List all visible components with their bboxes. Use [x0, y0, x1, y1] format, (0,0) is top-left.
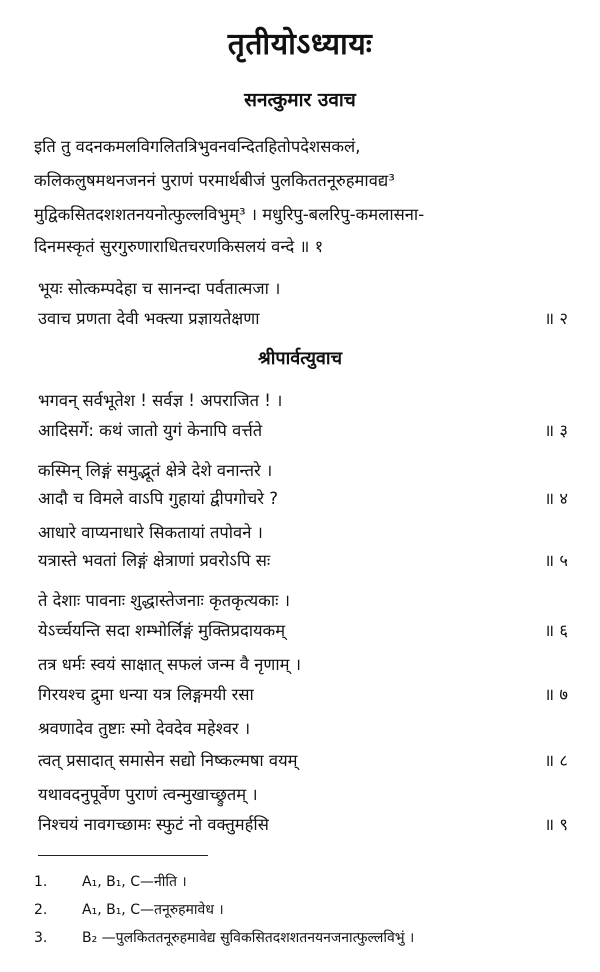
prose-line: दिनमस्कृतं सुरगुरुणाराधितचरणकिसलयं वन्दे ॥ १ — [34, 237, 324, 256]
verse-text: यत्रास्ते भवतां लिङ्गं क्षेत्राणां प्रवरोऽपि सः — [38, 551, 271, 570]
speaker-heading-sanatkumara: सनत्कुमार उवाच — [244, 89, 356, 111]
verse-line — [38, 458, 568, 481]
verse-line — [38, 306, 568, 329]
verse-number: ॥ ४ — [544, 489, 568, 508]
verse-line — [38, 782, 568, 805]
footnote-text: A₁, B₁, C—तनूरुहमावेध । — [82, 902, 224, 918]
verse-text: आदिसर्गे: कथं जातो युगं केनापि वर्त्तते — [38, 421, 263, 440]
verse-number: ॥ ७ — [544, 685, 568, 704]
footnote — [34, 900, 594, 919]
verse-text: यथावदनुपूर्वेण पुराणं त्वन्मुखाच्छ्रुतम् । — [38, 785, 258, 804]
verse-number: ॥ ९ — [544, 815, 568, 834]
verse-line — [38, 388, 568, 411]
verse-text: भूयः सोत्कम्पदेहा च सानन्दा पर्वतात्मजा । — [38, 279, 281, 298]
verse-line — [38, 276, 568, 299]
verse-number: ॥ ५ — [544, 551, 568, 570]
verse-number: ॥ ८ — [544, 751, 568, 770]
footnote-text: A₁, B₁, C—नीति । — [82, 874, 187, 890]
verse-line — [38, 588, 568, 611]
prose-line: इति तु वदनकमलविगलितत्रिभुवनवन्दितहितोपदेशसकलं, — [34, 137, 361, 156]
verse-text: गिरयश्च द्रुमा धन्या यत्र लिङ्गमयी रसा — [38, 685, 254, 704]
verse-text: भगवन् सर्वभूतेश ! सर्वज्ञ ! अपराजित ! । — [38, 391, 283, 410]
verse-line — [38, 652, 568, 675]
verse-line — [38, 548, 568, 571]
verse-text: त्वत् प्रसादात् समासेन सद्यो निष्कल्मषा वयम् — [38, 751, 298, 770]
footnote — [34, 928, 594, 947]
verse-text: श्रवणादेव तुष्टाः स्मो देवदेव महेश्वर । — [38, 719, 251, 738]
verse-number: ॥ २ — [544, 309, 568, 328]
footnote — [34, 872, 594, 891]
verse-text: निश्चयं नावगच्छामः स्फुटं नो वक्तुमर्हसि — [38, 815, 269, 834]
verse-text: येऽर्च्चयन्ति सदा शम्भोर्लिङ्गं मुक्तिप्रदायकम् — [38, 621, 286, 640]
verse-text: आदौ च विमले वाऽपि गुहायां द्वीपगोचरे ? — [38, 489, 278, 508]
verse-line — [38, 812, 568, 835]
verse-line — [38, 716, 568, 739]
verse-text: तत्र धर्मः स्वयं साक्षात् सफलं जन्म वै नृणाम् । — [38, 655, 301, 674]
footnote-text: B₂ —पुलकिततनूरुहमावेद्य सुविकसितदशशतनयनजनात्फुल्लविभुं । — [82, 930, 415, 946]
verse-line — [38, 418, 568, 441]
footnote-number: 3. — [34, 930, 48, 946]
verse-text: कस्मिन् लिङ्गं समुद्भूतं क्षेत्रे देशे वनान्तरे । — [38, 461, 273, 480]
verse-number: ॥ ३ — [544, 421, 568, 440]
footnote-divider — [38, 855, 208, 856]
verse-text: आधारे वाप्यनाधारे सिकतायां तपोवने । — [38, 523, 263, 542]
verse-line — [38, 618, 568, 641]
verse-line — [38, 748, 568, 771]
prose-line: मुद्विकसितदशशतनयनोत्फुल्लविभुम्³ । मधुरिपु-बलरिपु-कमलासना- — [34, 205, 425, 224]
verse-text: उवाच प्रणता देवी भक्त्या प्रज्ञायतेक्षणा — [38, 309, 260, 328]
prose-line: कलिकलुषमथनजननं पुराणं परमार्थबीजं पुलकिततनूरुहमावद्य³ — [34, 171, 395, 190]
chapter-title: तृतीयोऽध्यायः — [227, 27, 373, 62]
footnote-number: 2. — [34, 902, 48, 918]
verse-text: ते देशाः पावनाः शुद्धास्तेजनाः कृतकृत्यकाः । — [38, 591, 290, 610]
verse-line — [38, 682, 568, 705]
verse-line — [38, 520, 568, 543]
footnote-number: 1. — [34, 874, 48, 890]
verse-line — [38, 486, 568, 509]
verse-number: ॥ ६ — [544, 621, 568, 640]
speaker-heading-parvati: श्रीपार्वत्युवाच — [257, 348, 343, 369]
